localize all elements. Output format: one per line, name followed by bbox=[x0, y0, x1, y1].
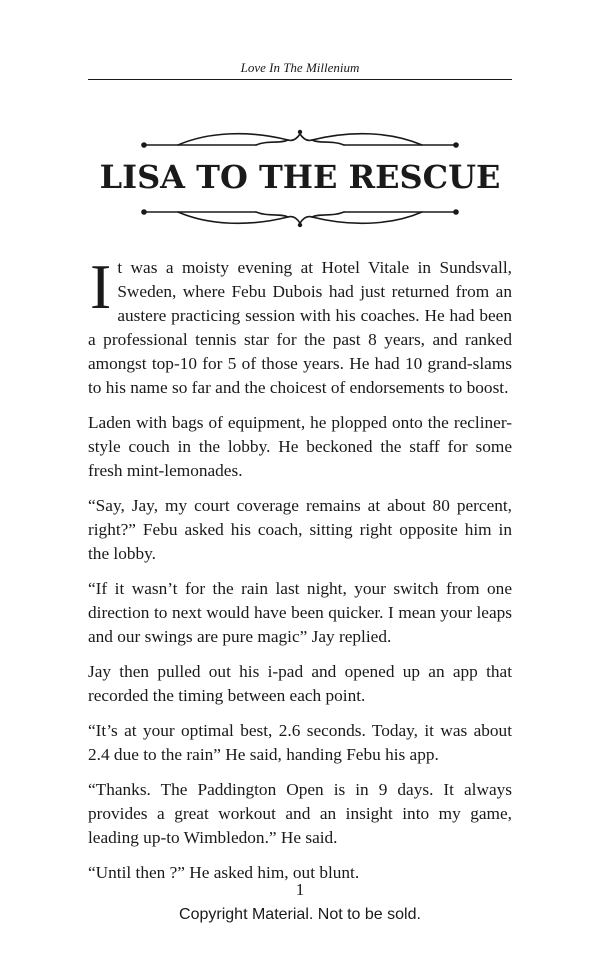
paragraph-8: “Until then ?” He asked him, out blunt. bbox=[88, 863, 360, 882]
paragraph-3: “Say, Jay, my court coverage remains at about 80 percent, right?” Febu asked his coach, sitting right opposite him in the lobby. bbox=[88, 496, 512, 563]
paragraph-1-text: t was a moisty evening at Hotel Vitale in Sundsvall, Sweden, where Febu Dubois had just returned from an austere practicing session with his coaches. He had been a professional tennis star for the past 8 years, and ranked amongst top-10 for 5 of those years. He had 10 grand-slams to his name so far and the choicest of endorsements to boost. bbox=[88, 258, 512, 397]
copyright-notice: Copyright Material. Not to be sold. bbox=[179, 906, 421, 923]
paragraph-2: Laden with bags of equipment, he plopped onto the recliner-style couch in the lobby. He beckoned the staff for some fresh mint-lemonades. bbox=[88, 413, 512, 480]
chapter-body bbox=[88, 251, 512, 896]
drop-cap: I bbox=[90, 251, 112, 322]
paragraph-5: Jay then pulled out his i-pad and opened up an app that recorded the timing between each point. bbox=[88, 662, 512, 705]
running-header-title: Love In The Millenium bbox=[240, 60, 360, 75]
paragraph-1 bbox=[88, 251, 512, 400]
page-number: 1 bbox=[295, 880, 305, 899]
paragraph-7: “Thanks. The Paddington Open is in 9 days. It always provides a great workout and an insight into my game, leading up-to Wimbledon.” He said. bbox=[88, 780, 512, 847]
paragraph-4: “If it wasn’t for the rain last night, your switch from one direction to next would have been quicker. I mean your leaps and our swings are pure magic” Jay replied. bbox=[88, 579, 512, 646]
chapter-title: LISA TO THE RESCUE bbox=[99, 158, 501, 196]
header-rule bbox=[88, 79, 512, 80]
top-flourish-ornament bbox=[138, 128, 462, 154]
bottom-flourish-ornament bbox=[138, 203, 462, 229]
paragraph-6: “It’s at your optimal best, 2.6 seconds. Today, it was about 2.4 due to the rain” He said, handing Febu his app. bbox=[88, 721, 512, 764]
